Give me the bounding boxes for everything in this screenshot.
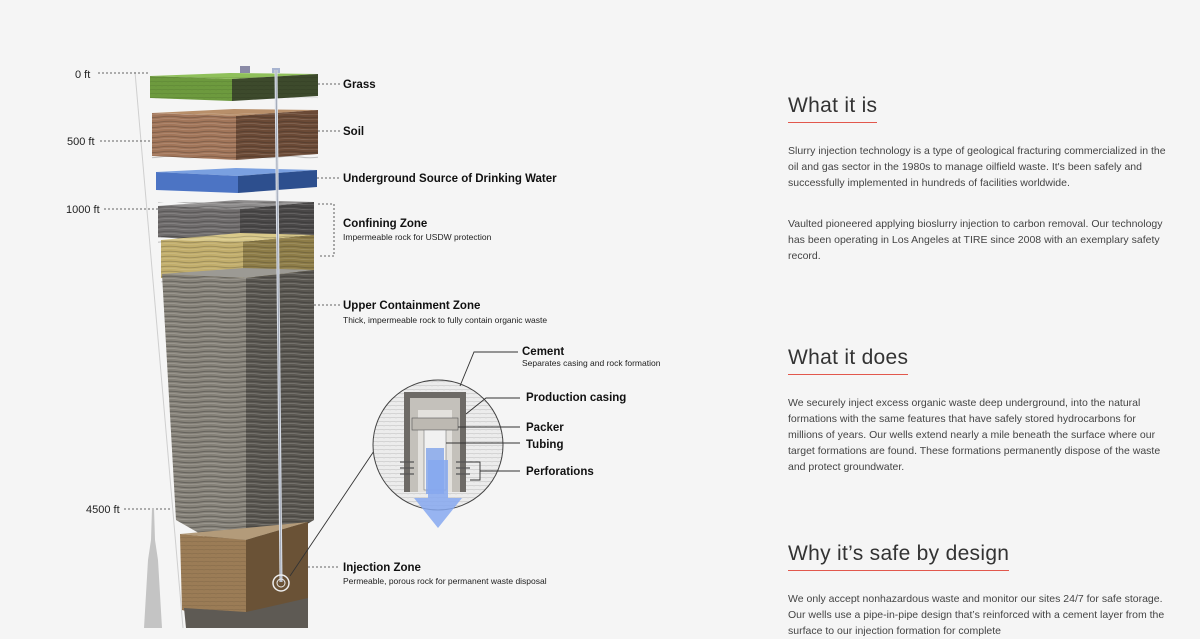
facility-icon	[240, 66, 250, 73]
injection-zone-sublabel: Permeable, porous rock for permanent waste disposal	[343, 576, 547, 586]
confining-sublabel: Impermeable rock for USDW protection	[343, 232, 492, 242]
section-title-what-it-does: What it does	[788, 346, 908, 375]
well-detail-circle	[372, 380, 504, 528]
upper-containment-sublabel: Thick, impermeable rock to fully contain organic waste	[343, 315, 548, 325]
depth-0ft: 0 ft	[75, 69, 91, 81]
cement-label: Cement	[522, 346, 565, 358]
upper-containment-block	[162, 268, 314, 560]
packer-label: Packer	[526, 422, 564, 434]
grass-label: Grass	[343, 79, 376, 91]
grass-block	[150, 66, 318, 101]
skyscraper-icon	[144, 508, 162, 628]
perforations-label: Perforations	[526, 466, 594, 478]
soil-label: Soil	[343, 126, 365, 138]
confining-label: Confining Zone	[343, 218, 428, 230]
section-title-what-it-is: What it is	[788, 94, 877, 123]
cement-lead	[460, 352, 518, 386]
section-why-safe	[788, 542, 1168, 639]
depth-500ft: 500 ft	[67, 136, 95, 148]
section-what-it-is	[788, 94, 1168, 264]
upper-containment-label: Upper Containment Zone	[343, 300, 481, 312]
what-it-does-paragraph-1: We securely inject excess organic waste deep underground, into the natural formations with the same features that have safely stored hydrocarbons for millions of years. Our wells extend nearly a mile beneath the surface where our target formations are found. These formations permanently dispose of the waste and protect groundwater.	[788, 397, 1161, 473]
production-casing-label: Production casing	[526, 392, 627, 404]
injection-zone-label: Injection Zone	[343, 562, 421, 574]
why-safe-paragraph-1: We only accept nonhazardous waste and monitor our sites 24/7 for safe storage. Our wells use a pipe-in-pipe design that’s reinforced with a cement layer from the surface to our injection formation for complete	[788, 593, 1165, 637]
usdw-block	[156, 168, 317, 193]
injection-zone-block	[180, 522, 308, 628]
tubing-label: Tubing	[526, 439, 564, 451]
usdw-label: Underground Source of Drinking Water	[343, 173, 557, 185]
section-title-why-safe: Why it’s safe by design	[788, 542, 1009, 571]
soil-block	[152, 109, 318, 160]
what-it-is-paragraph-2: Vaulted pioneered applying bioslurry injection to carbon removal. Our technology has been operating in Los Angeles at TIRE since 2008 with an exemplary safety record.	[788, 218, 1163, 262]
confining-bracket	[318, 204, 334, 256]
section-what-it-does	[788, 346, 1168, 475]
depth-1000ft: 1000 ft	[66, 204, 100, 216]
cement-sublabel: Separates casing and rock formation	[522, 358, 661, 368]
what-it-is-paragraph-1: Slurry injection technology is a type of geological fracturing commercialized in the oil and gas sector in the 1980s to manage oilfield waste. It's been safely and successfully implemented in hundreds of facilities worldwide.	[788, 145, 1166, 189]
depth-4500ft: 4500 ft	[86, 504, 120, 516]
